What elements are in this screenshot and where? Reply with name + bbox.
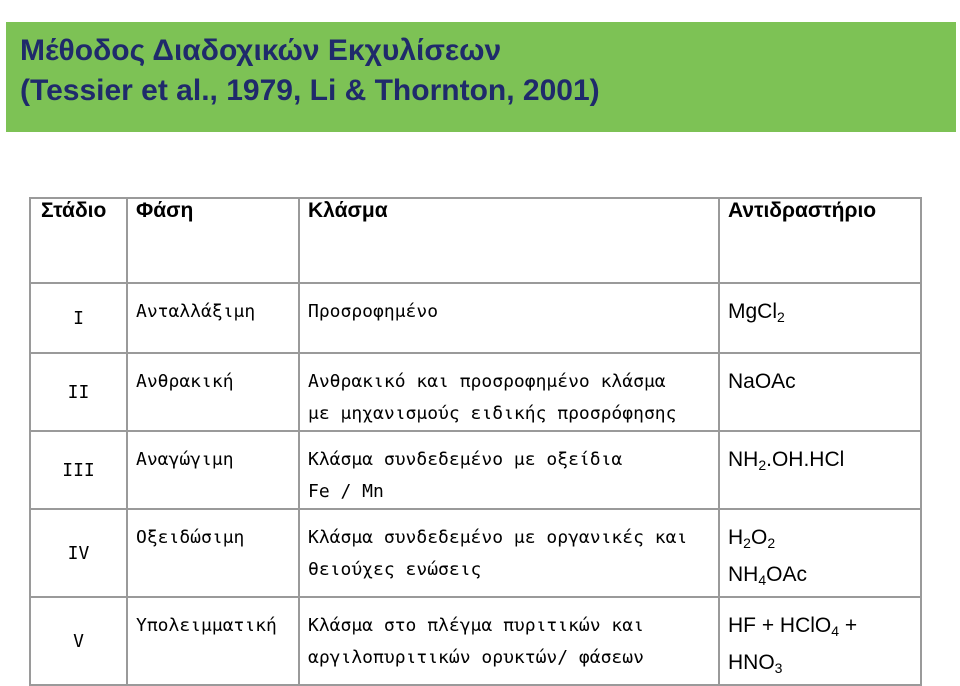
stage-cell: III <box>30 431 127 509</box>
reagent-line: $NH_4OAc$ <box>728 563 807 588</box>
reagent-line: MgCl$_2$ <box>728 300 785 325</box>
stage-cell: I <box>30 283 127 353</box>
reagent-cell <box>719 353 921 431</box>
stage-cell: II <box>30 353 127 431</box>
fraction-cell <box>299 353 719 431</box>
header-fraction: Κλάσμα <box>299 198 719 283</box>
fraction-cell <box>299 283 719 353</box>
phase-cell: Ανθρακική <box>127 353 299 431</box>
fraction-cell <box>299 431 719 509</box>
table-row <box>30 597 921 685</box>
table-header-row <box>30 198 921 283</box>
reagent-line: NaOAc <box>728 370 796 393</box>
reagent-cell <box>719 597 921 685</box>
fraction-cell <box>299 597 719 685</box>
header-stage: Στάδιο <box>30 198 127 283</box>
phase-cell: Υπολειμματική <box>127 597 299 685</box>
fraction-line: Κλάσμα συνδεδεμένο με οργανικές και <box>308 527 688 548</box>
phase-cell: Οξειδώσιμη <box>127 509 299 597</box>
table-row <box>30 353 921 431</box>
header-reagent: Αντιδραστήριο <box>719 198 921 283</box>
sequential-extraction-table <box>29 197 922 686</box>
table-row <box>30 431 921 509</box>
table-row <box>30 283 921 353</box>
title-banner <box>6 22 956 132</box>
fraction-line: αργιλοπυριτικών ορυκτών/ φάσεων <box>308 647 644 668</box>
header-phase: Φάση <box>127 198 299 283</box>
reagent-line: $NH_2.OH.HCl$ <box>728 448 845 473</box>
fraction-line: Κλάσμα συνδεδεμένο με οξείδια <box>308 449 623 470</box>
fraction-line: Ανθρακικό και προσροφημένο κλάσμα <box>308 371 666 392</box>
reagent-line: $H_2O_2$ <box>728 526 776 551</box>
phase-cell: Αναγώγιμη <box>127 431 299 509</box>
fraction-line: Κλάσμα στο πλέγμα πυριτικών και <box>308 615 644 636</box>
reagent-line: $HNO_3$ <box>728 651 783 676</box>
slide-title: Μέθοδος Διαδοχικών Εκχυλίσεων <box>20 34 502 67</box>
phase-cell: Ανταλλάξιμη <box>127 283 299 353</box>
slide-subtitle: (Tessier et al., 1979, Li & Thornton, 2001) <box>20 74 600 107</box>
fraction-cell <box>299 509 719 597</box>
stage-cell: IV <box>30 509 127 597</box>
reagent-cell <box>719 431 921 509</box>
reagent-cell <box>719 509 921 597</box>
reagent-cell <box>719 283 921 353</box>
table-row <box>30 509 921 597</box>
fraction-line: Προσροφημένο <box>308 301 439 322</box>
fraction-line: Fe / Mn <box>308 481 384 502</box>
fraction-line: θειούχες ενώσεις <box>308 559 482 580</box>
fraction-line: με μηχανισμούς ειδικής προσρόφησης <box>308 403 677 424</box>
reagent-line: HF + HClO$_4$ + <box>728 614 858 639</box>
stage-cell: V <box>30 597 127 685</box>
